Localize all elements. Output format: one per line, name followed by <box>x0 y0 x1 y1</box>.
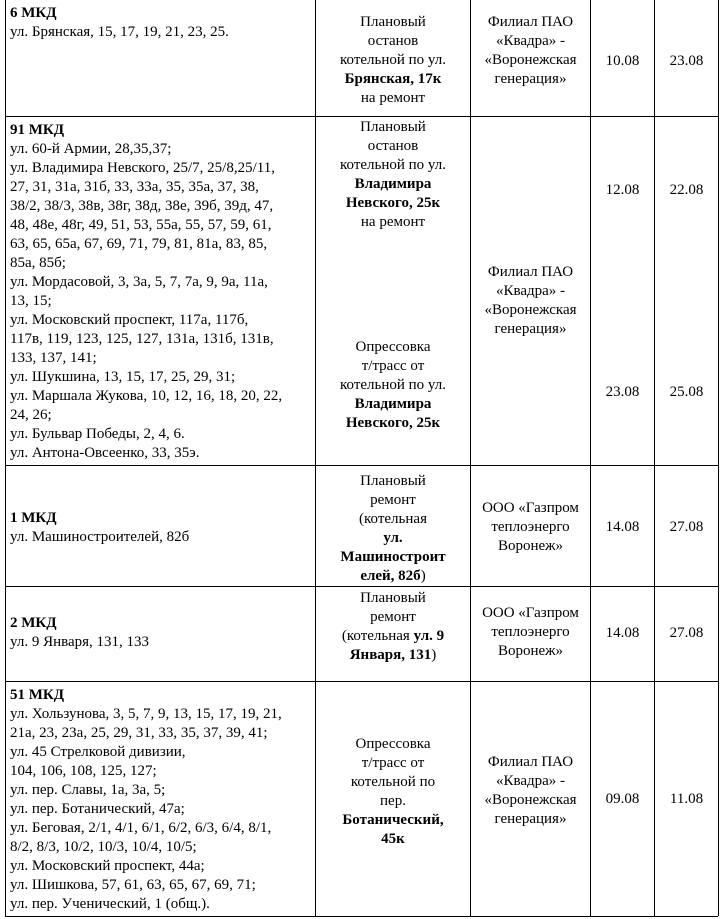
start-date: 12.08 <box>605 182 640 198</box>
table-bottom-border <box>5 916 718 917</box>
end-date: 23.08 <box>669 53 704 69</box>
address-list: ул. Машиностроителей, 82б <box>10 529 190 545</box>
address-list: ул. 60-й Армии, 28,35,37; ул. Владимира Невского, 25/7, 25/8,25/11, 27, 31, 31а, 31б, 33, 33а, 35, 35а, 37, 38, 38/2, 38/3, 38в, 38г, 38д, 38е, 39б, 39д, 47, 48, 48е, 48г, 49, 51, 53, 55а, 55, 57, 59, 61, 63, 65, 65а, 67, 69, 71, 79, 81, 81а, 83, 85, 85а, 85б; ул. Мордасовой, 3, 3а, 5, 7, 7а, 9, 9а, 11а, 13, 15; ул. Московский проспект, 117а, 117б, 117в, 119, 123, 125, 127, 131а, 131б, 131в, 133, 137, 141; ул. Шукшина, 13, 15, 17, 25, 29, 31; ул. Маршала Жукова, 10, 12, 16, 18, 20, 22, 24, 26; ул. Бульвар Победы, 2, 4, 6. ул. Антона-Овсеенко, 33, 35э. <box>10 141 283 461</box>
start-date: 09.08 <box>605 791 640 807</box>
start-date: 14.08 <box>605 519 640 535</box>
organization-name: ООО «Газпром теплоэнерго Воронеж» <box>482 500 579 554</box>
work-description: Опрессовка т/трасс от котельной по ул. Владимира Невского, 25к <box>339 339 447 431</box>
addresses-cell <box>5 682 316 916</box>
table-row <box>5 117 718 465</box>
building-count: 91 МКД <box>10 122 65 138</box>
table-row <box>5 587 718 681</box>
start-date: 14.08 <box>605 625 640 641</box>
building-count: 51 МКД <box>10 687 65 703</box>
work-cell <box>316 682 471 916</box>
work-description: Опрессовка т/трасс от котельной по пер. Ботанический, 45к <box>342 736 444 847</box>
organization-name: Филиал ПАО «Квадра» - «Воронежская генерация» <box>484 754 577 827</box>
address-list: ул. Хользунова, 3, 5, 7, 9, 13, 15, 17, 19, 21, 21а, 23, 23а, 25, 29, 31, 33, 35, 37, 39, 41; ул. 45 Стрелковой дивизии, 104, 106, 108, 125, 127; ул. пер. Славы, 1а, 3а, 5; ул. пер. Ботанический, 47а; ул. Беговая, 2/1, 4/1, 6/1, 6/2, 6/3, 6/4, 8/1, 8/2, 8/3, 10/2, 10/3, 10/4, 10/5; ул. Московский проспект, 44а; ул. Шишкова, 57, 61, 63, 65, 67, 69, 71; ул. пер. Ученический, 1 (общ.). <box>10 706 282 912</box>
work-cell <box>316 466 471 586</box>
work-cell <box>316 117 471 465</box>
start-date-cell <box>591 117 655 465</box>
work-description: Плановый ремонт (котельная ул. 9 Января, 131) <box>341 590 445 663</box>
work-description: Плановый ремонт (котельная ул. Машиностроит елей, 82б) <box>340 473 446 584</box>
work-cell <box>316 0 471 116</box>
addresses-cell <box>5 587 316 681</box>
building-count: 2 МКД <box>10 615 57 631</box>
address-list: ул. Брянская, 15, 17, 19, 21, 23, 25. <box>10 24 229 40</box>
organization-name: Филиал ПАО «Квадра» - «Воронежская генерация» <box>484 14 577 87</box>
organization-cell <box>471 587 591 681</box>
organization-cell <box>471 682 591 916</box>
work-cell <box>316 587 471 681</box>
address-list: ул. 9 Января, 131, 133 <box>10 634 150 650</box>
start-date: 10.08 <box>605 53 640 69</box>
end-date: 25.08 <box>669 384 704 400</box>
end-date: 27.08 <box>669 625 704 641</box>
building-count: 1 МКД <box>10 510 57 526</box>
end-date-cell <box>655 682 718 916</box>
organization-name: ООО «Газпром теплоэнерго Воронеж» <box>482 605 579 659</box>
addresses-cell <box>5 0 316 116</box>
table-right-border <box>718 0 719 916</box>
start-date-cell <box>591 587 655 681</box>
start-date-cell <box>591 0 655 116</box>
addresses-cell <box>5 466 316 586</box>
organization-cell <box>471 466 591 586</box>
end-date-cell <box>655 117 718 465</box>
building-count: 6 МКД <box>10 5 57 21</box>
table-row <box>5 466 718 586</box>
end-date-cell <box>655 587 718 681</box>
table-row <box>5 682 718 916</box>
table-row <box>5 0 718 116</box>
organization-cell <box>471 0 591 116</box>
end-date: 22.08 <box>669 182 704 198</box>
organization-name: Филиал ПАО «Квадра» - «Воронежская генерация» <box>484 264 577 337</box>
end-date: 27.08 <box>669 519 704 535</box>
end-date-cell <box>655 0 718 116</box>
start-date-cell <box>591 466 655 586</box>
organization-cell <box>471 117 591 465</box>
end-date: 11.08 <box>669 791 704 807</box>
end-date-cell <box>655 466 718 586</box>
work-description: Плановый останов котельной по ул. Владимира Невского, 25к на ремонт <box>339 119 447 230</box>
start-date-cell <box>591 682 655 916</box>
work-description: Плановый останов котельной по ул. Брянская, 17к на ремонт <box>339 14 447 106</box>
addresses-cell <box>5 117 316 465</box>
start-date: 23.08 <box>605 384 640 400</box>
